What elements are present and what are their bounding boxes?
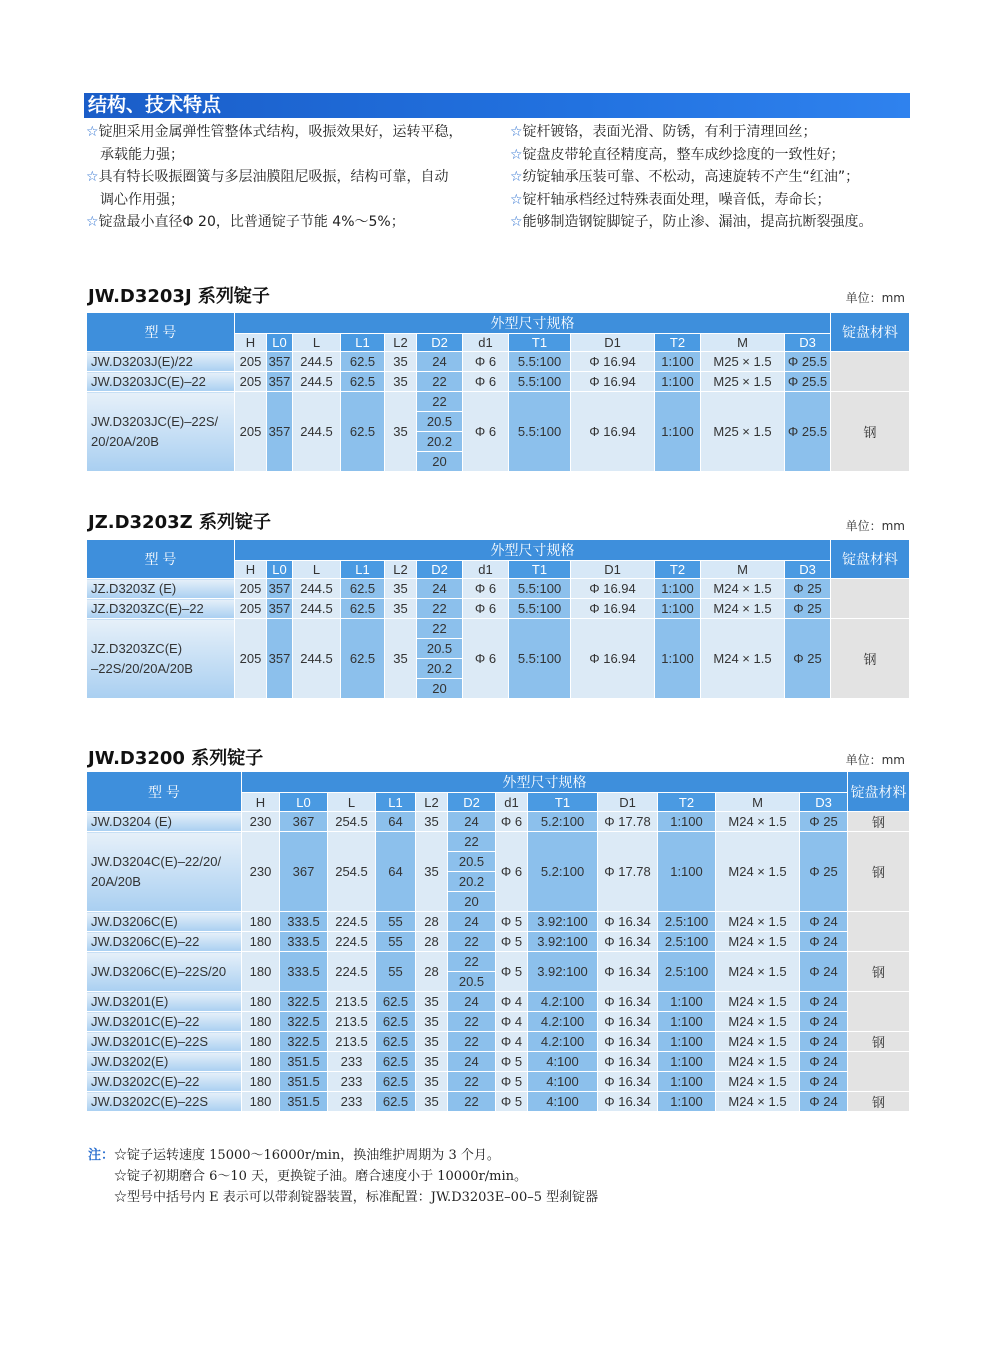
col-t1: T1 [509, 334, 571, 352]
section-header-bar [84, 93, 910, 118]
feature-item: ☆具有特长吸振圈簧与多层油膜阻尼吸振，结构可靠，自动 [86, 169, 449, 185]
feature-item: ☆锭胆采用金属弹性管整体式结构，吸振效果好，运转平稳， [86, 124, 463, 140]
model-cell: JZ.D3203ZC(E) –22S/20/20A/20B [87, 619, 235, 699]
note-item: ☆锭子初期磨合 6～10 天，更换锭子油。磨合速度小于 10000r/min。 [114, 1169, 528, 1184]
feature-item: ☆锭盘皮带轮直径精度高，整车成纱捻度的一致性好； [510, 146, 845, 163]
spec-table-2: 型 号 外型尺寸规格 锭盘材料 H L0 L L1 L2 D2 d1 T1 D1 T2 M D3 JZ.D3203Z (E) 205 357 244.5 62.5 35 24 Φ 6 5.5:100 Φ 16.94 1:100 M24 × 1.5 Φ 25 JZ.D3203ZC(E)–22 205 357 244.5 62.5 35 22 Φ 6 5.5:100 Φ 16.94 1:100 M24 × 1.5 Φ 25 JZ.D3203ZC(E) –22S/20/20A/20B 205 357 244.5 62.5 35 22 Φ 6 5.5:100 Φ 16.94 1:100 M24 × 1.5 Φ 25 钢 20.5 20.2 20 [86, 539, 910, 699]
model-header: 型 号 [87, 540, 235, 579]
table3-title: JW.D3200 系列锭子 [88, 748, 264, 769]
table-row: JW.D3201C(E)–22 180 322.5 213.5 62.5 35 22 Φ 4 4.2:100 Φ 16.34 1:100 M24 × 1.5 Φ 24 [87, 1012, 910, 1032]
table-row: JW.D3202C(E)–22S 180 351.5 233 62.5 35 22 Φ 5 4:100 Φ 16.34 1:100 M24 × 1.5 Φ 24 钢 [87, 1092, 910, 1112]
features-right [510, 121, 920, 234]
col-l1: L1 [341, 334, 385, 352]
star-icon: ☆ [510, 146, 523, 163]
feature-item: ☆能够制造钢锭脚锭子，防止渗、漏油，提高抗断裂强度。 [510, 214, 873, 230]
star-icon: ☆ [510, 191, 523, 208]
spec-header: 外型尺寸规格 [242, 772, 848, 793]
col-l2: L2 [385, 334, 417, 352]
table-row: JW.D3206C(E) 180 333.5 224.5 55 28 24 Φ 5 3.92:100 Φ 16.34 2.5:100 M24 × 1.5 Φ 24 [87, 912, 910, 932]
col-l: L [293, 334, 341, 352]
table-row: JZ.D3203ZC(E)–22 205 357 244.5 62.5 35 22 Φ 6 5.5:100 Φ 16.94 1:100 M24 × 1.5 Φ 25 [87, 599, 910, 619]
col-d1-small: d1 [463, 334, 509, 352]
star-icon: ☆ [86, 124, 99, 140]
feature-item: ☆锭杆轴承档经过特殊表面处理，噪音低，寿命长； [510, 191, 831, 208]
feature-item: ☆锭盘最小直径Φ 20，比普通锭子节能 4%～5%； [86, 214, 405, 230]
table3-unit: 单位：mm [845, 753, 905, 767]
spec-header: 外型尺寸规格 [235, 540, 831, 561]
section-title: 结构、技术特点 [88, 94, 222, 116]
star-icon: ☆ [86, 169, 99, 185]
table-row: JW.D3203JC(E)–22S/ 20/20A/20B 205 357 244.5 62.5 35 22 Φ 6 5.5:100 Φ 16.94 1:100 M25 × 1.5 Φ 25.5 钢 [87, 392, 910, 412]
feature-item-cont: 承载能力强； [100, 146, 184, 163]
star-icon: ☆ [86, 214, 99, 230]
col-t2: T2 [655, 334, 701, 352]
spec-table-1: 型 号 外型尺寸规格 锭盘材料 H L0 L L1 L2 D2 d1 T1 D1 T2 M D3 JW.D3203J(E)/22 205 357 244.5 62.5 35 24 Φ 6 5.5:100 Φ 16.94 1:100 M25 × 1.5 Φ 25.5 JW.D3203JC(E)–22 205 357 244.5 62.5 35 22 Φ 6 5.5:100 Φ 16.94 1:100 M25 × 1.5 Φ 25.5 JW.D3203JC(E)–22S/ 20/20A/20B 205 357 244.5 62.5 35 22 Φ 6 5.5:100 Φ 16.94 1:100 M25 × 1.5 Φ 25.5 钢 20.5 20.2 20 [86, 312, 910, 472]
col-d1: D1 [571, 334, 655, 352]
feature-item-cont: 调心作用强； [100, 191, 184, 208]
material-cell: 钢 [831, 392, 910, 472]
table1-unit: 单位：mm [845, 291, 905, 305]
feature-item: ☆锭杆镀铬，表面光滑、防锈，有利于清理回丝； [510, 124, 817, 140]
features-left [86, 121, 506, 234]
model-header: 型 号 [87, 772, 242, 812]
notes [88, 1145, 598, 1208]
model-cell: JZ.D3203Z (E) [87, 579, 235, 599]
col-l0: L0 [267, 334, 293, 352]
col-m: M [701, 334, 785, 352]
table-row: JZ.D3203Z (E) 205 357 244.5 62.5 35 24 Φ 6 5.5:100 Φ 16.94 1:100 M24 × 1.5 Φ 25 [87, 579, 910, 599]
table-row: JW.D3202C(E)–22 180 351.5 233 62.5 35 22 Φ 5 4:100 Φ 16.34 1:100 M24 × 1.5 Φ 24 [87, 1072, 910, 1092]
material-cell: 钢 [831, 619, 910, 699]
material-header: 锭盘材料 [848, 772, 910, 812]
star-icon: ☆ [510, 124, 523, 140]
model-cell: JZ.D3203ZC(E)–22 [87, 599, 235, 619]
star-icon: ☆ [510, 169, 523, 185]
notes-label: 注： [88, 1148, 115, 1163]
material-header: 锭盘材料 [831, 540, 910, 579]
feature-item: ☆纺锭轴承压装可靠、不松动，高速旋转不产生“红油”； [510, 169, 860, 185]
model-cell: JW.D3203J(E)/22 [87, 352, 235, 372]
model-cell: JW.D3203JC(E)–22 [87, 372, 235, 392]
table-row: JW.D3206C(E)–22 180 333.5 224.5 55 28 22 Φ 5 3.92:100 Φ 16.34 2.5:100 M24 × 1.5 Φ 24 [87, 932, 910, 952]
table-row: JZ.D3203ZC(E) –22S/20/20A/20B 205 357 244.5 62.5 35 22 Φ 6 5.5:100 Φ 16.94 1:100 M24 × 1.5 Φ 25 钢 [87, 619, 910, 639]
table2-title: JZ.D3203Z 系列锭子 [88, 512, 271, 533]
table1-title: JW.D3203J 系列锭子 [88, 286, 270, 307]
table2-unit: 单位：mm [845, 519, 905, 533]
col-d3: D3 [785, 334, 831, 352]
table-row: JW.D3206C(E)–22S/20 180 333.5 224.5 55 28 22 Φ 5 3.92:100 Φ 16.34 2.5:100 M24 × 1.5 Φ 24 钢 [87, 952, 910, 972]
spec-table-3: 型 号 外型尺寸规格 锭盘材料 H L0 L L1 L2 D2 d1 T1 D1 T2 M D3 JW.D3204 (E) 230 367 254.5 64 35 24 Φ 6 5.2:100 Φ 17.78 1:100 M24 × 1.5 Φ 25 钢 JW.D3204C(E)–22/20/ 20A/20B 230 367 254.5 64 35 22 Φ 6 5.2:100 Φ 17.78 1:100 M24 × 1.5 Φ 25 钢 20.5 20.2 20 JW.D3206C(E) 180 333.5 224.5 55 28 24 Φ 5 3.92:100 Φ 16.34 2.5:100 M24 × 1.5 Φ 24 JW.D3206C(E)–22 180 333.5 224.5 55 28 22 Φ 5 3.92:100 Φ 16.34 2.5:100 M24 × 1.5 Φ 24 JW.D3206C(E)–22S/20 180 333.5 224.5 55 28 22 Φ 5 3.92:100 Φ 16.34 2.5:100 M24 × 1.5 Φ 24 钢 20.5 JW.D3201(E) 180 322.5 213.5 62.5 35 24 Φ 4 4.2:100 Φ 16.34 1:100 M24 × 1.5 Φ 24 JW.D3201C(E)–22 180 322.5 213.5 62.5 35 22 Φ 4 4.2:100 Φ 16.34 1:100 M24 × 1.5 Φ 24 JW.D3201C(E)–22S 180 322.5 213.5 62.5 35 22 Φ 4 4.2:100 Φ 16.34 1:100 M24 × 1.5 Φ 24 钢 JW.D3202(E) 180 351.5 233 62.5 35 24 Φ 5 4:100 Φ 16.34 1:100 M24 × 1.5 Φ 24 JW.D3202C(E)–22 180 351.5 233 62.5 35 22 Φ 5 4:100 Φ 16.34 1:100 M24 × 1.5 Φ 24 JW.D3202C(E)–22S 180 351.5 233 62.5 35 22 Φ 5 4:100 Φ 16.34 1:100 M24 × 1.5 Φ 24 钢 [86, 771, 910, 1112]
spec-header: 外型尺寸规格 [235, 313, 831, 334]
star-icon: ☆ [510, 214, 523, 230]
table-row: JW.D3204 (E) 230 367 254.5 64 35 24 Φ 6 5.2:100 Φ 17.78 1:100 M24 × 1.5 Φ 25 钢 [87, 812, 910, 832]
model-cell: JW.D3203JC(E)–22S/ 20/20A/20B [87, 392, 235, 472]
table-row: JW.D3201C(E)–22S 180 322.5 213.5 62.5 35 22 Φ 4 4.2:100 Φ 16.34 1:100 M24 × 1.5 Φ 24 钢 [87, 1032, 910, 1052]
model-header: 型 号 [87, 313, 235, 352]
table-row: JW.D3201(E) 180 322.5 213.5 62.5 35 24 Φ 4 4.2:100 Φ 16.34 1:100 M24 × 1.5 Φ 24 [87, 992, 910, 1012]
table-row: JW.D3203J(E)/22 205 357 244.5 62.5 35 24 Φ 6 5.5:100 Φ 16.94 1:100 M25 × 1.5 Φ 25.5 [87, 352, 910, 372]
col-h: H [235, 334, 267, 352]
note-item: ☆型号中括号内 E 表示可以带刹锭器装置，标准配置：JW.D3203E–00–5 型刹锭器 [114, 1190, 599, 1205]
table-row: JW.D3203JC(E)–22 205 357 244.5 62.5 35 22 Φ 6 5.5:100 Φ 16.94 1:100 M25 × 1.5 Φ 25.5 [87, 372, 910, 392]
table-row: JW.D3204C(E)–22/20/ 20A/20B 230 367 254.5 64 35 22 Φ 6 5.2:100 Φ 17.78 1:100 M24 × 1.5 Φ 25 钢 [87, 832, 910, 852]
table-row: JW.D3202(E) 180 351.5 233 62.5 35 24 Φ 5 4:100 Φ 16.34 1:100 M24 × 1.5 Φ 24 [87, 1052, 910, 1072]
col-d2: D2 [417, 334, 463, 352]
material-header: 锭盘材料 [831, 313, 910, 352]
note-item: 注：☆锭子运转速度 15000～16000r/min，换油维护周期为 3 个月。 [88, 1148, 500, 1163]
